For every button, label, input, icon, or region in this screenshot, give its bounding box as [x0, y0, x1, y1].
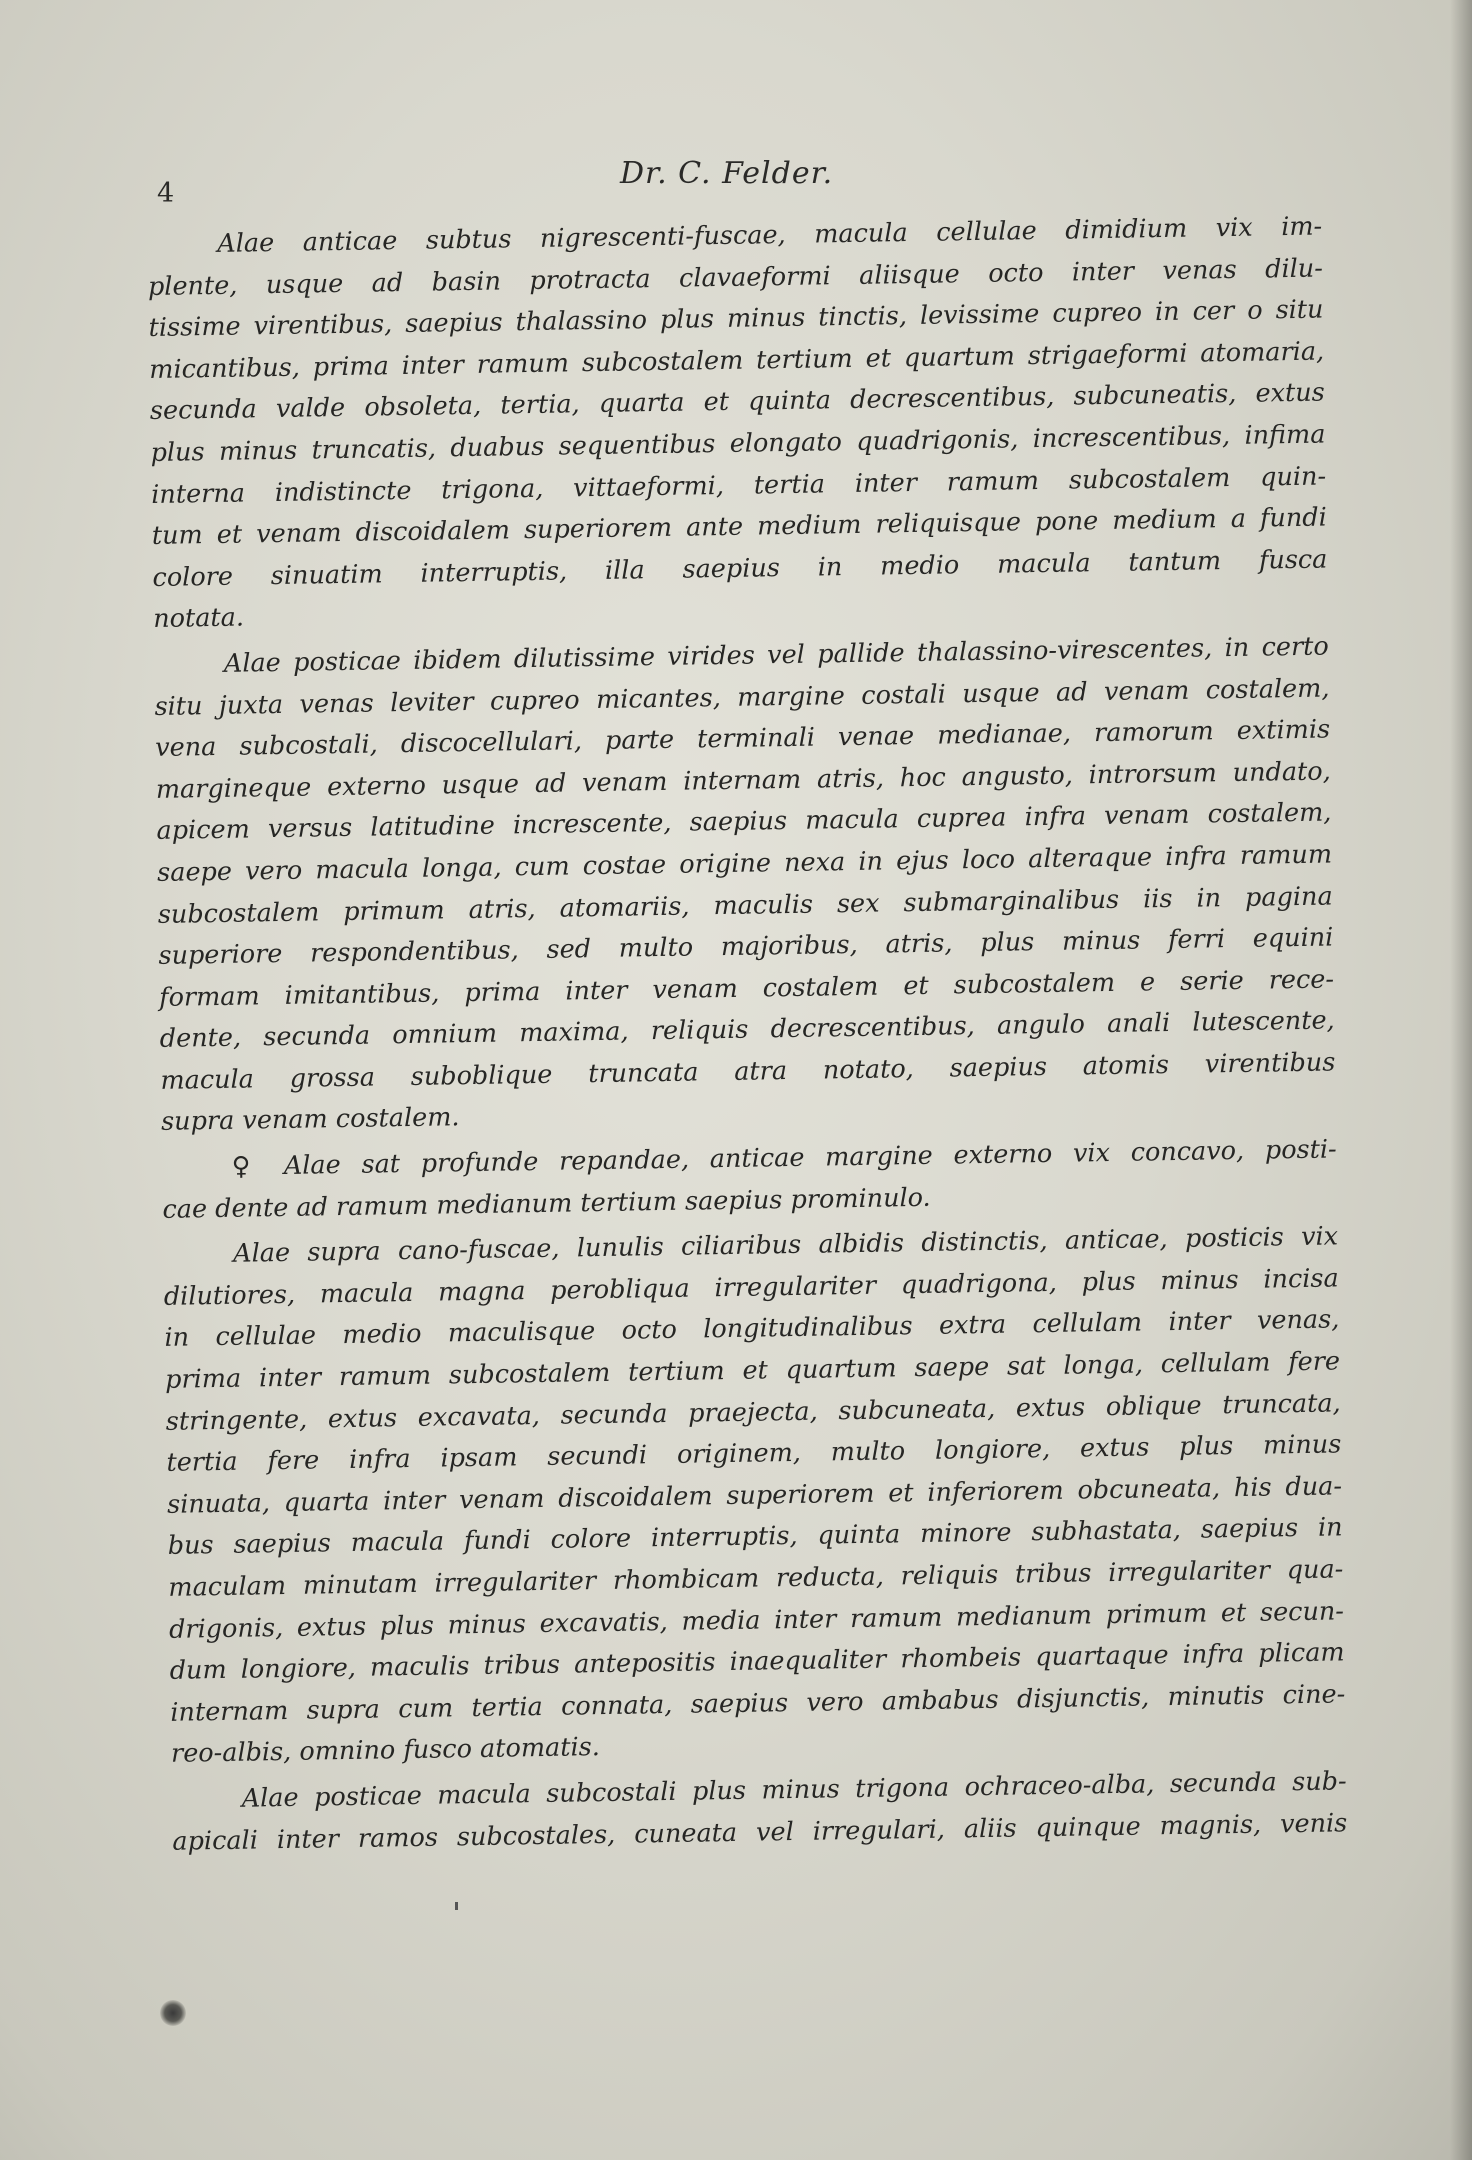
ink-blot: [160, 2000, 186, 2026]
text-line: stringente, extus excavata, secunda praejecta, subcuneata, extus oblique truncata,: [165, 1388, 1341, 1437]
text-line: sinuata, quarta inter venam discoidalem superiorem et inferiorem obcuneata, his dua-: [166, 1471, 1343, 1520]
text-line: Alae posticae macula subcostali plus minus trigona ochraceo-alba, secunda sub-: [241, 1766, 1347, 1814]
ink-speck: [455, 1902, 458, 1910]
text-line: dente, secunda omnium maxima, reliquis decrescentibus, angulo anali lutescente,: [159, 1005, 1335, 1055]
body-text: [147, 207, 1348, 1863]
text-line: secunda valde obsoleta, tertia, quarta et quinta decrescentibus, subcuneatis, extus: [149, 377, 1326, 427]
text-line: maculam minutam irregulariter rhombicam reducta, reliquis tribus irregulariter qua-: [168, 1554, 1344, 1603]
text-line: dilutiores, macula magna perobliqua irregulariter quadrigona, plus minus incisa: [163, 1263, 1339, 1312]
text-line: superiore respondentibus, sed multo majoribus, atris, plus minus ferri equini: [158, 922, 1334, 972]
text-line: dum longiore, maculis tribus antepositis inaequaliter rhombeis quartaque infra plicam: [169, 1637, 1345, 1687]
text-line: Alae anticae subtus nigrescenti-fuscae, macula cellulae dimidium vix im-: [217, 211, 1323, 259]
text-line: bus saepius macula fundi colore interruptis, quinta minore subhastata, saepius in: [167, 1512, 1343, 1562]
text-line: notata.: [152, 602, 245, 635]
text-line: tissime virentibus, saepius thalassino plus minus tinctis, levissime cupreo in cer o situ: [148, 294, 1324, 344]
text-line: tum et venam discoidalem superiorem ante medium reliquisque pone medium a fundi: [151, 502, 1327, 552]
text-line: Alae supra cano-fuscae, lunulis ciliaribus albidis distinctis, anticae, posticis vix: [232, 1221, 1339, 1270]
text-line: in cellulae medio maculisque octo longitudinalibus extra cellulam inter venas,: [164, 1304, 1340, 1354]
paragraph: [171, 1761, 1347, 1863]
text-line: plente, usque ad basin protracta clavaeformi aliisque octo inter venas dilu-: [147, 253, 1324, 302]
paragraph: [161, 1129, 1337, 1231]
text-line: formam imitantibus, prima inter venam costalem et subcostalem e serie rece-: [158, 964, 1335, 1013]
text-line: vena subcostali, discocellulari, parte terminali venae medianae, ramorum extimis: [154, 714, 1331, 764]
page-edge-shadow: [1450, 0, 1472, 2160]
text-line: Alae posticae ibidem dilutissime virides vel pallide thalassino-virescentes, in certo: [223, 631, 1330, 679]
text-line: prima inter ramum subcostalem tertium et quartum saepe sat longa, cellulam fere: [164, 1346, 1341, 1395]
text-line: macula grossa suboblique truncata atra notato, saepius atomis virentibus: [160, 1047, 1336, 1096]
text-line: apicem versus latitudine increscente, saepius macula cuprea infra venam costalem,: [156, 797, 1332, 847]
text-line: interna indistincte trigona, vittaeformi, tertia inter ramum subcostalem quin-: [150, 461, 1327, 510]
paragraph: [154, 626, 1337, 1144]
text-line: drigonis, extus plus minus excavatis, media inter ramum medianum primum et secun-: [168, 1595, 1345, 1645]
text-line: supra venam costalem.: [160, 1102, 460, 1138]
text-line: saepe vero macula longa, cum costae origine nexa in ejus loco alteraque infra ramum: [156, 839, 1333, 888]
text-line: plus minus truncatis, duabus sequentibus elongato quadrigonis, increscentibus, infima: [150, 419, 1326, 468]
page-number: 4: [157, 178, 175, 209]
text-line: ♀ Alae sat profunde repandae, anticae margine externo vix concavo, posti-: [231, 1134, 1337, 1182]
text-line: micantibus, prima inter ramum subcostalem tertium et quartum strigaeformi atomaria,: [149, 336, 1325, 385]
text-line: tertia fere infra ipsam secundi originem, multo longiore, extus plus minus: [166, 1429, 1342, 1479]
text-line: apicali inter ramos subcostales, cuneata vel irregulari, aliis quinque magnis, venis: [172, 1807, 1348, 1857]
running-head: Dr. C. Felder.: [620, 156, 834, 191]
text-line: cae dente ad ramum medianum tertium saepius prominulo.: [162, 1182, 931, 1225]
text-line: subcostalem primum atris, atomariis, maculis sex submarginalibus iis in pagina: [157, 880, 1333, 930]
text-line: reo-albis, omnino fusco atomatis.: [170, 1732, 601, 1770]
text-line: margineque externo usque ad venam internam atris, hoc angusto, introrsum undato,: [155, 756, 1331, 805]
text-line: colore sinuatim interruptis, illa saepius in medio macula tantum fusca: [152, 544, 1328, 593]
text-line: situ juxta venas leviter cupreo micantes, margine costali usque ad venam costalem,: [154, 673, 1330, 722]
page-header: [0, 150, 1472, 209]
text-line: internam supra cum tertia connata, saepius vero ambabus disjunctis, minutis cine-: [170, 1679, 1346, 1728]
paragraph: [163, 1217, 1346, 1776]
paragraph: [147, 207, 1328, 641]
